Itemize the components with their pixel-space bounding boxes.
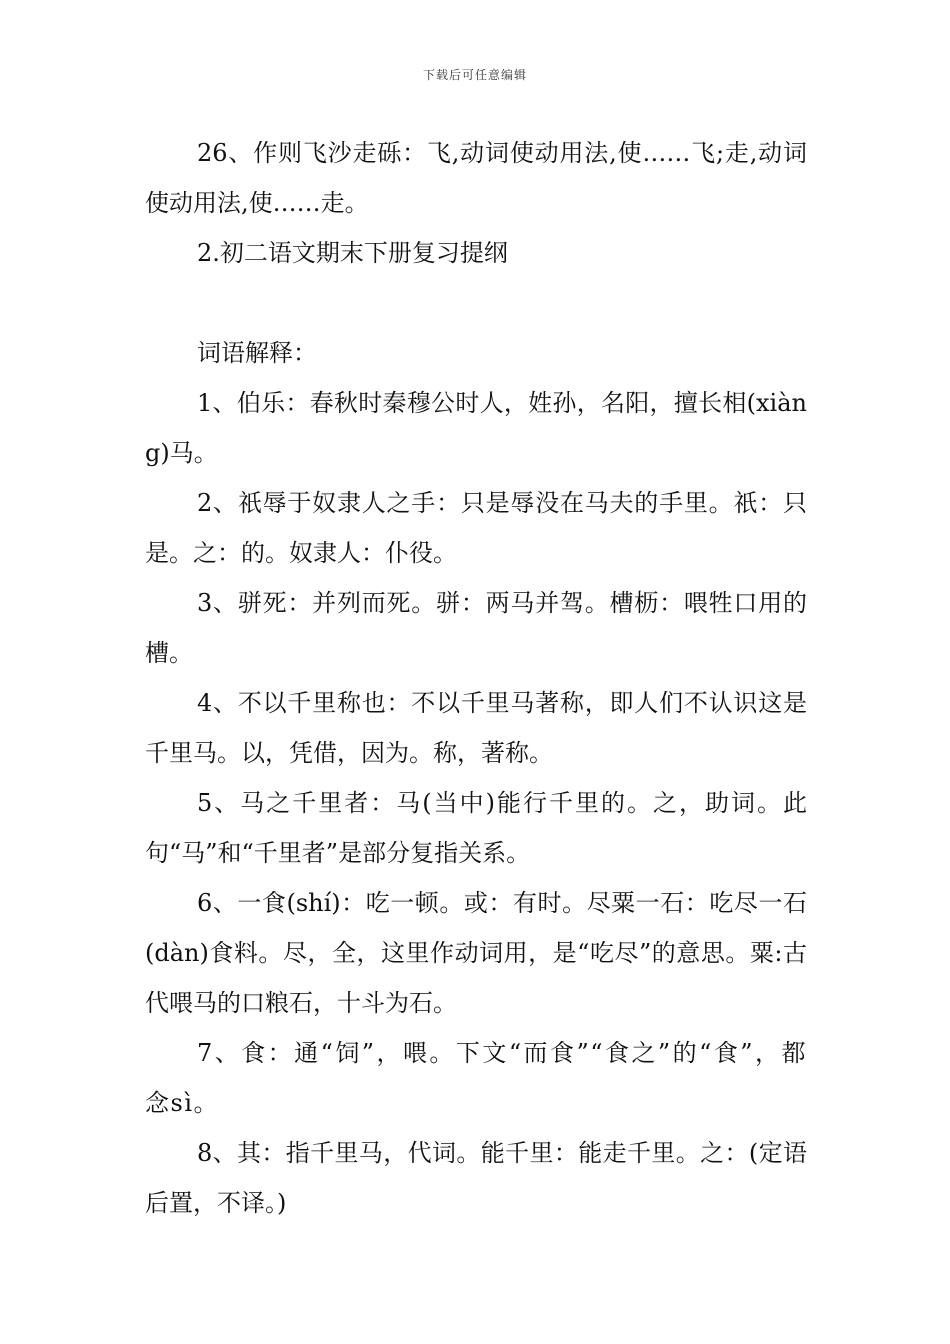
page-header-note: 下载后可任意编辑	[422, 68, 527, 82]
paragraph-26: 26、作则飞沙走砾：飞,动词使动用法,使……飞;走,动词使动用法,使……走。	[145, 139, 807, 217]
glossary-item-3: 3、骈死：并列而死。骈：两马并驾。槽枥：喂牲口用的槽。	[145, 589, 807, 667]
glossary-item-8: 8、其：指千里马，代词。能千里：能走千里。之：(定语后置，不译。)	[145, 1139, 807, 1217]
glossary-item-7: 7、食：通“饲”，喂。下文“而食”“食之”的“食”，都念sì。	[145, 1039, 807, 1117]
glossary-item-2: 2、祇辱于奴隶人之手：只是辱没在马夫的手里。祇：只是。之：的。奴隶人：仆役。	[145, 489, 807, 567]
glossary-item-5: 5、马之千里者：马(当中)能行千里的。之，助词。此句“马”和“千里者”是部分复指关系。	[145, 789, 807, 867]
blank-line	[145, 278, 807, 328]
glossary-heading: 词语解释：	[197, 339, 317, 367]
glossary-item-1: 1、伯乐：春秋时秦穆公时人，姓孙，名阳，擅长相(xiàng)马。	[145, 389, 807, 467]
glossary-item-6: 6、一食(shí)：吃一顿。或：有时。尽粟一石：吃尽一石(dàn)食料。尽，全，这里作动词用，是“吃尽”的意思。粟:古代喂马的口粮石，十斗为石。	[145, 889, 807, 1017]
section-title: 2.初二语文期末下册复习提纲	[197, 239, 508, 267]
glossary-item-4: 4、不以千里称也：不以千里马著称，即人们不认识这是千里马。以，凭借，因为。称，著称。	[145, 689, 807, 767]
document-body	[145, 128, 807, 1228]
